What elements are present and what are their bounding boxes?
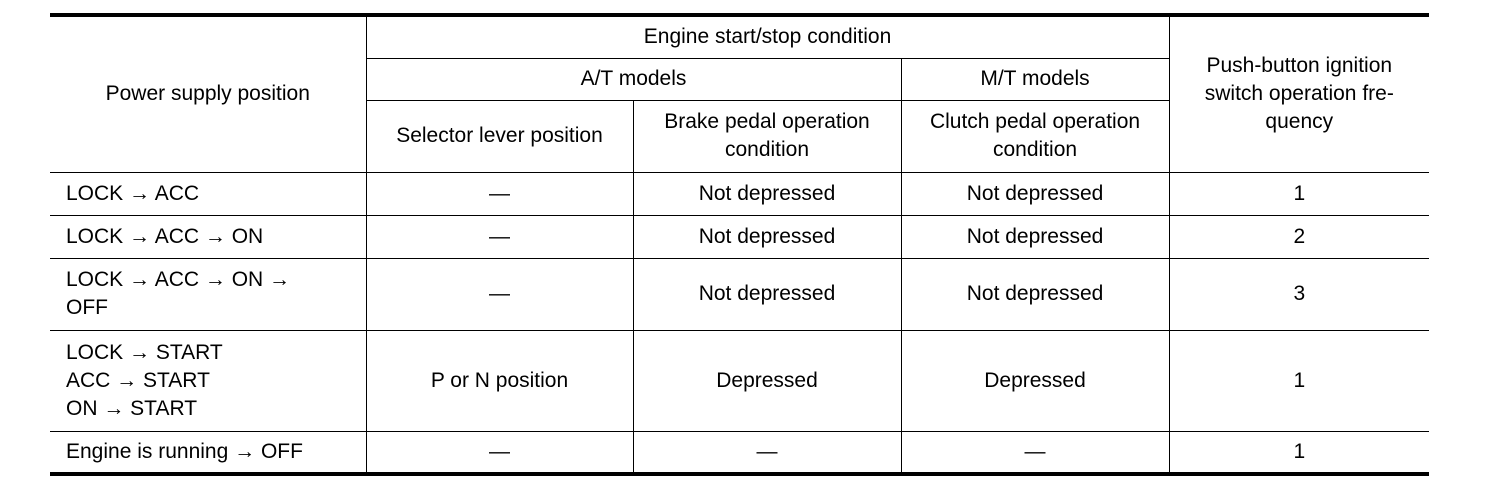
clutch-cell: Not depressed (901, 215, 1169, 258)
brake-cell: Depressed (633, 330, 901, 431)
table-row (50, 258, 1429, 330)
power-supply-cell (50, 258, 366, 330)
header-brake-pedal-line: Brake pedal operation (664, 110, 870, 133)
header-clutch-pedal-line: Clutch pedal operation (929, 110, 1141, 133)
ignition-operation-table (50, 13, 1429, 476)
frequency-cell: 3 (1169, 258, 1429, 330)
header-brake-pedal-line: condition (724, 138, 810, 161)
selector-cell: — (366, 172, 633, 215)
power-supply-cell (50, 172, 366, 215)
power-supply-line: OFF (66, 296, 108, 319)
header-push-button-frequency (1169, 15, 1429, 172)
header-brake-pedal-condition (633, 100, 901, 172)
selector-cell: — (366, 258, 633, 330)
selector-cell: — (366, 215, 633, 258)
frequency-cell: 1 (1169, 431, 1429, 474)
clutch-cell: Depressed (901, 330, 1169, 431)
power-supply-line: LOCK → START (66, 340, 223, 364)
selector-cell: — (366, 431, 633, 474)
power-supply-cell (50, 215, 366, 258)
clutch-cell: Not depressed (901, 172, 1169, 215)
power-supply-line: LOCK → ACC (66, 181, 200, 205)
brake-cell: Not depressed (633, 172, 901, 215)
brake-cell: Not depressed (633, 215, 901, 258)
power-supply-line: Engine is running → OFF (66, 439, 303, 463)
header-clutch-pedal-condition (901, 100, 1169, 172)
selector-cell: P or N position (366, 330, 633, 431)
frequency-cell: 1 (1169, 330, 1429, 431)
header-at-models: A/T models (366, 58, 901, 100)
header-engine-start-stop-condition: Engine start/stop condition (366, 15, 1169, 58)
table-row (50, 215, 1429, 258)
frequency-cell: 1 (1169, 172, 1429, 215)
header-push-button-line: Push-button ignition (1206, 54, 1393, 78)
header-clutch-pedal-line: condition (992, 138, 1078, 161)
power-supply-line: ACC → START (66, 368, 210, 392)
header-power-supply-position: Power supply position (50, 15, 366, 172)
header-push-button-line: quency (1265, 110, 1334, 134)
brake-cell: — (633, 431, 901, 474)
header-push-button-line: switch operation fre- (1204, 82, 1394, 106)
frequency-cell: 2 (1169, 215, 1429, 258)
power-supply-cell (50, 330, 366, 431)
header-row-1 (50, 15, 1429, 58)
table-row (50, 172, 1429, 215)
header-mt-models: M/T models (901, 58, 1169, 100)
clutch-cell: Not depressed (901, 258, 1169, 330)
header-selector-lever-position: Selector lever position (366, 100, 633, 172)
table-row (50, 330, 1429, 431)
power-supply-line: LOCK → ACC → ON (66, 224, 264, 248)
power-supply-line: ON → START (66, 396, 198, 420)
power-supply-cell (50, 431, 366, 474)
table-row (50, 431, 1429, 474)
clutch-cell: — (901, 431, 1169, 474)
power-supply-line: LOCK → ACC → ON → (66, 268, 291, 291)
brake-cell: Not depressed (633, 258, 901, 330)
